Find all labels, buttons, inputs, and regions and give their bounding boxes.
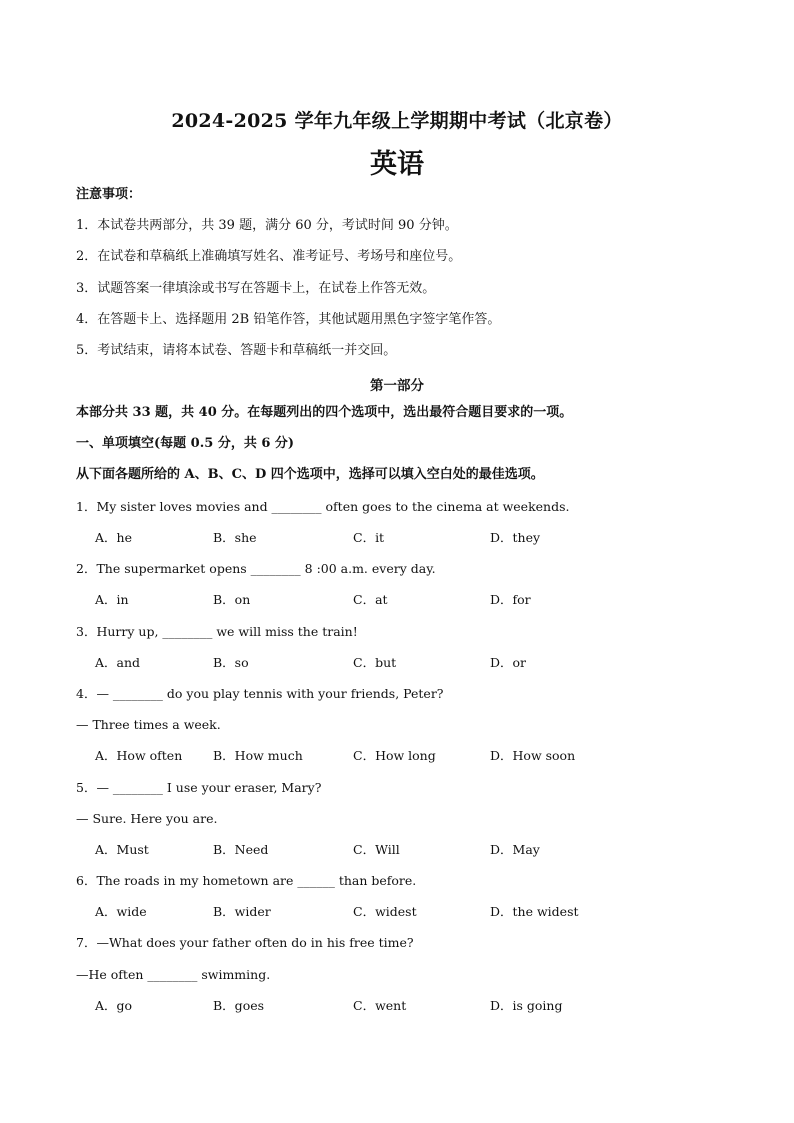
option-c: C．went xyxy=(353,998,407,1013)
section-title: 一、单项填空(每题 0.5 分，共 6 分) xyxy=(76,436,295,451)
question-7-reply: —He often ________ swimming. xyxy=(76,967,271,982)
option-d: D．How soon xyxy=(490,748,576,763)
option-a: A．he xyxy=(95,530,132,545)
option-d: D．they xyxy=(490,530,541,545)
notice-item-3: 3．试题答案一律填涂或书写在答题卡上，在试卷上作答无效。 xyxy=(76,281,436,296)
question-4: 4．— ________ do you play tennis with your friends, Peter? xyxy=(76,686,444,701)
option-b: B．goes xyxy=(213,998,265,1013)
option-c: C．at xyxy=(353,592,388,607)
notice-item-2: 2．在试卷和草稿纸上准确填写姓名、准考证号、考场号和座位号。 xyxy=(76,249,462,264)
option-a: A．Must xyxy=(95,842,149,857)
option-a: A．in xyxy=(95,592,129,607)
question-3: 3．Hurry up, ________ we will miss the train! xyxy=(76,624,358,639)
subject-title: 英语 xyxy=(370,149,424,180)
notice-item-4: 4．在答题卡上、选择题用 2B 铅笔作答，其他试题用黑色字签字笔作答。 xyxy=(76,312,501,327)
option-c: C．How long xyxy=(353,748,436,763)
option-b: B．she xyxy=(213,530,257,545)
question-5-reply: — Sure. Here you are. xyxy=(76,811,218,826)
option-c: C．widest xyxy=(353,904,417,919)
question-7: 7．—What does your father often do in his free time? xyxy=(76,935,414,950)
notice-item-1: 1．本试卷共两部分，共 39 题，满分 60 分，考试时间 90 分钟。 xyxy=(76,218,458,233)
option-d: D．or xyxy=(490,655,527,670)
option-d: D．for xyxy=(490,592,531,607)
option-b: B．Need xyxy=(213,842,269,857)
question-4-reply: — Three times a week. xyxy=(76,717,221,732)
option-c: C．Will xyxy=(353,842,400,857)
option-d: D．May xyxy=(490,842,540,857)
option-d: D．is going xyxy=(490,998,563,1013)
question-6: 6．The roads in my hometown are ______ than before. xyxy=(76,873,417,888)
option-b: B．wider xyxy=(213,904,271,919)
option-a: A．wide xyxy=(95,904,147,919)
section-instruction: 从下面各题所给的 A、B、C、D 四个选项中，选择可以填入空白处的最佳选项。 xyxy=(76,467,544,482)
exam-title: 2024-2025 学年九年级上学期期中考试（北京卷） xyxy=(171,110,623,132)
option-a: A．How often xyxy=(95,748,183,763)
notice-item-5: 5．考试结束，请将本试卷、答题卡和草稿纸一并交回。 xyxy=(76,343,397,358)
option-b: B．so xyxy=(213,655,249,670)
part-title: 第一部分 xyxy=(370,378,424,394)
notice-heading: 注意事项： xyxy=(76,187,142,202)
option-c: C．it xyxy=(353,530,385,545)
option-d: D．the widest xyxy=(490,904,579,919)
option-c: C．but xyxy=(353,655,397,670)
question-1: 1．My sister loves movies and ________ often goes to the cinema at weekends. xyxy=(76,499,570,514)
option-a: A．and xyxy=(95,655,141,670)
option-b: B．on xyxy=(213,592,251,607)
question-5: 5．— ________ I use your eraser, Mary? xyxy=(76,780,322,795)
option-b: B．How much xyxy=(213,748,303,763)
question-2: 2．The supermarket opens ________ 8 :00 a.m. every day. xyxy=(76,561,436,576)
part-intro: 本部分共 33 题，共 40 分。在每题列出的四个选项中，选出最符合题目要求的一项。 xyxy=(76,405,573,420)
option-a: A．go xyxy=(95,998,133,1013)
